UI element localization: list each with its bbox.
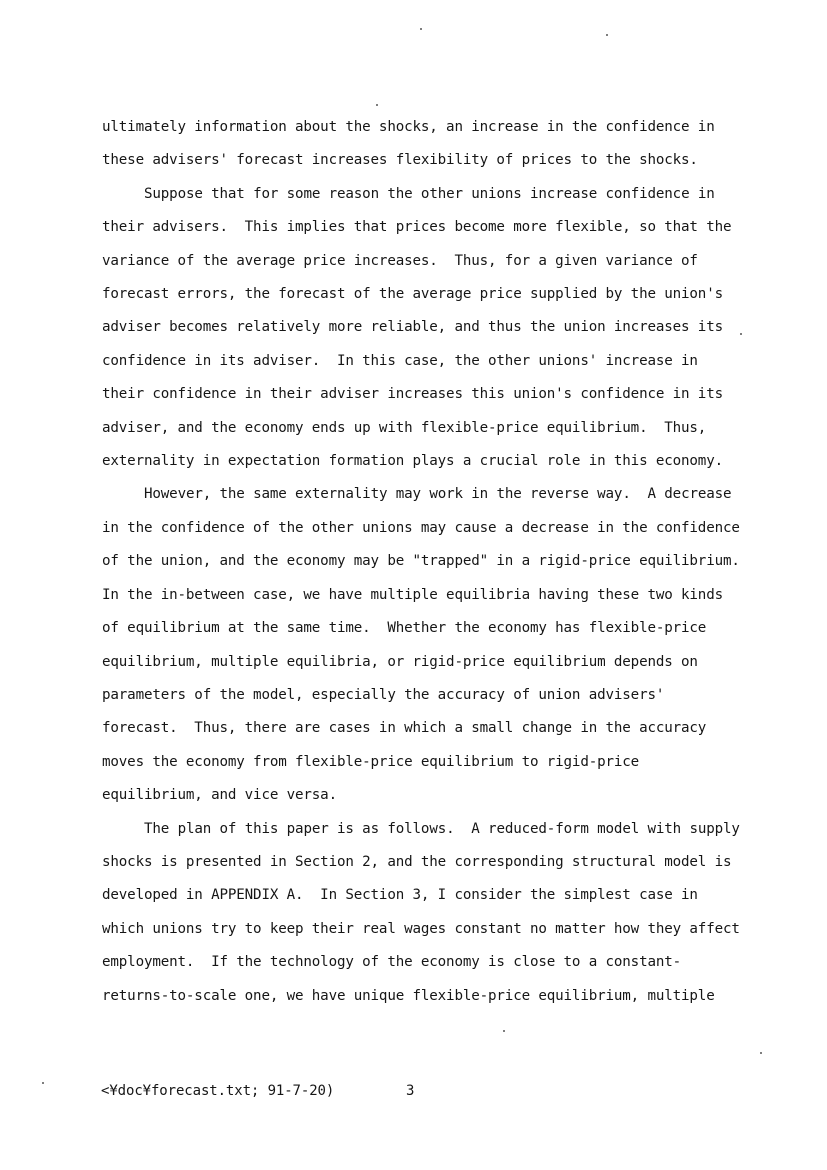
text-line: equilibrium, and vice versa. bbox=[102, 787, 337, 804]
text-line: returns-to-scale one, we have unique flexible-price equilibrium, multiple bbox=[102, 987, 715, 1004]
text-line: of equilibrium at the same time. Whether the economy has flexible-price bbox=[102, 620, 707, 637]
text-line: However, the same externality may work in the reverse way. A decrease bbox=[144, 486, 732, 503]
footer-file-label: <¥doc¥forecast.txt; 91-7-20) bbox=[101, 1083, 335, 1099]
text-line: Suppose that for some reason the other unions increase confidence in bbox=[144, 185, 715, 202]
text-line: The plan of this paper is as follows. A reduced-form model with supply bbox=[144, 820, 740, 837]
text-line: these advisers' forecast increases flexibility of prices to the shocks. bbox=[102, 152, 698, 169]
text-line: in the confidence of the other unions may cause a decrease in the confidence bbox=[102, 519, 740, 536]
text-line: their confidence in their adviser increases this union's confidence in its bbox=[102, 386, 723, 403]
text-line: confidence in its adviser. In this case, the other unions' increase in bbox=[102, 352, 698, 369]
scan-speck bbox=[760, 1052, 762, 1054]
scan-speck bbox=[740, 333, 742, 335]
body-text bbox=[102, 111, 742, 1013]
text-line: adviser, and the economy ends up with flexible-price equilibrium. Thus, bbox=[102, 419, 707, 436]
paragraph bbox=[102, 111, 742, 178]
text-line: adviser becomes relatively more reliable, and thus the union increases its bbox=[102, 319, 723, 336]
text-line: forecast. Thus, there are cases in which a small change in the accuracy bbox=[102, 720, 707, 737]
paragraph bbox=[102, 478, 742, 812]
scan-speck bbox=[503, 1030, 505, 1032]
text-line: employment. If the technology of the economy is close to a constant- bbox=[102, 954, 682, 971]
page-number: 3 bbox=[406, 1083, 415, 1099]
scan-speck bbox=[376, 104, 378, 106]
paragraph bbox=[102, 178, 742, 479]
text-line: developed in APPENDIX A. In Section 3, I consider the simplest case in bbox=[102, 887, 698, 904]
text-line: variance of the average price increases. Thus, for a given variance of bbox=[102, 252, 698, 269]
scan-speck bbox=[606, 34, 608, 36]
text-line: moves the economy from flexible-price equilibrium to rigid-price bbox=[102, 753, 640, 770]
text-line: ultimately information about the shocks, an increase in the confidence in bbox=[102, 119, 715, 135]
text-line: equilibrium, multiple equilibria, or rigid-price equilibrium depends on bbox=[102, 653, 698, 670]
scan-speck bbox=[42, 1082, 44, 1084]
text-line: which unions try to keep their real wages constant no matter how they affect bbox=[102, 920, 740, 937]
scan-speck bbox=[420, 28, 422, 30]
paragraph bbox=[102, 813, 742, 1013]
text-line: of the union, and the economy may be "trapped" in a rigid-price equilibrium. bbox=[102, 553, 740, 570]
text-line: externality in expectation formation plays a crucial role in this economy. bbox=[102, 453, 723, 470]
text-line: forecast errors, the forecast of the average price supplied by the union's bbox=[102, 286, 723, 303]
text-line: shocks is presented in Section 2, and the corresponding structural model is bbox=[102, 853, 732, 870]
text-line: their advisers. This implies that prices become more flexible, so that the bbox=[102, 219, 732, 236]
text-line: parameters of the model, especially the accuracy of union advisers' bbox=[102, 686, 665, 703]
text-line: In the in-between case, we have multiple equilibria having these two kinds bbox=[102, 586, 723, 603]
